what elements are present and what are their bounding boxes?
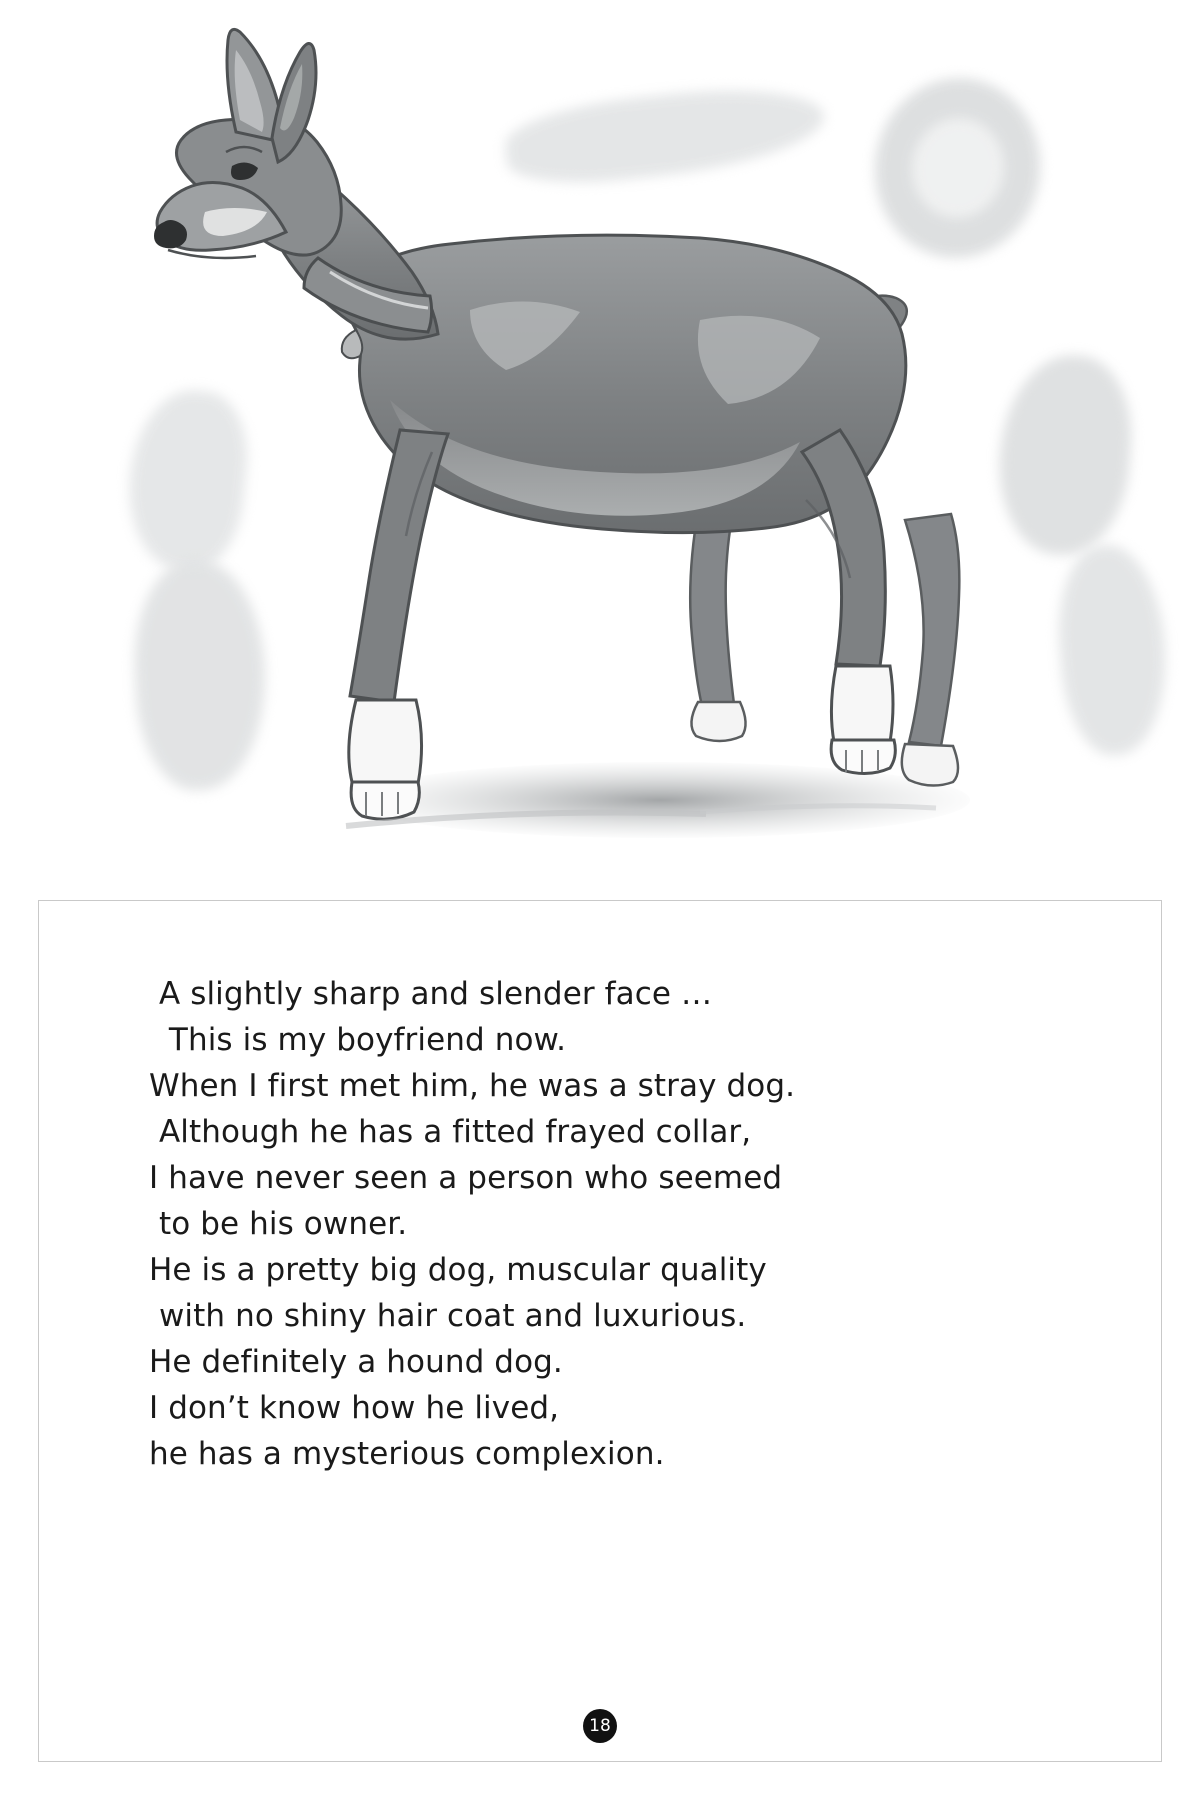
hind-paw-near bbox=[831, 740, 895, 774]
poem-text-block bbox=[149, 971, 1049, 1477]
poem-line: He definitely a hound dog. bbox=[149, 1344, 563, 1380]
poem-line: This is my boyfriend now. bbox=[149, 1022, 567, 1058]
poem-panel bbox=[38, 900, 1162, 1762]
poem-line: to be his owner. bbox=[149, 1206, 408, 1242]
hind-leg-near-white bbox=[831, 666, 893, 749]
poem-line: he has a mysterious complexion. bbox=[149, 1436, 665, 1472]
poem-line: He is a pretty big dog, muscular quality bbox=[149, 1252, 767, 1288]
front-leg-near bbox=[350, 430, 448, 702]
front-paw-near bbox=[351, 782, 419, 819]
front-paw-far bbox=[691, 702, 745, 741]
poem-line: I don’t know how he lived, bbox=[149, 1390, 560, 1426]
page-number-area bbox=[39, 1709, 1161, 1743]
poem-line: I have never seen a person who seemed bbox=[149, 1160, 783, 1196]
hind-paw-far bbox=[902, 744, 958, 786]
page-number-badge: 18 bbox=[583, 1709, 617, 1743]
poem-line: with no shiny hair coat and luxurious. bbox=[149, 1298, 747, 1334]
poem-line: Although he has a fitted frayed collar, bbox=[149, 1114, 752, 1150]
hind-leg-far bbox=[905, 514, 959, 746]
front-leg-near-white bbox=[349, 700, 422, 792]
collar-tag bbox=[342, 330, 362, 358]
poem-line: A slightly sharp and slender face … bbox=[149, 976, 713, 1012]
poem-line: When I first met him, he was a stray dog. bbox=[149, 1068, 796, 1104]
